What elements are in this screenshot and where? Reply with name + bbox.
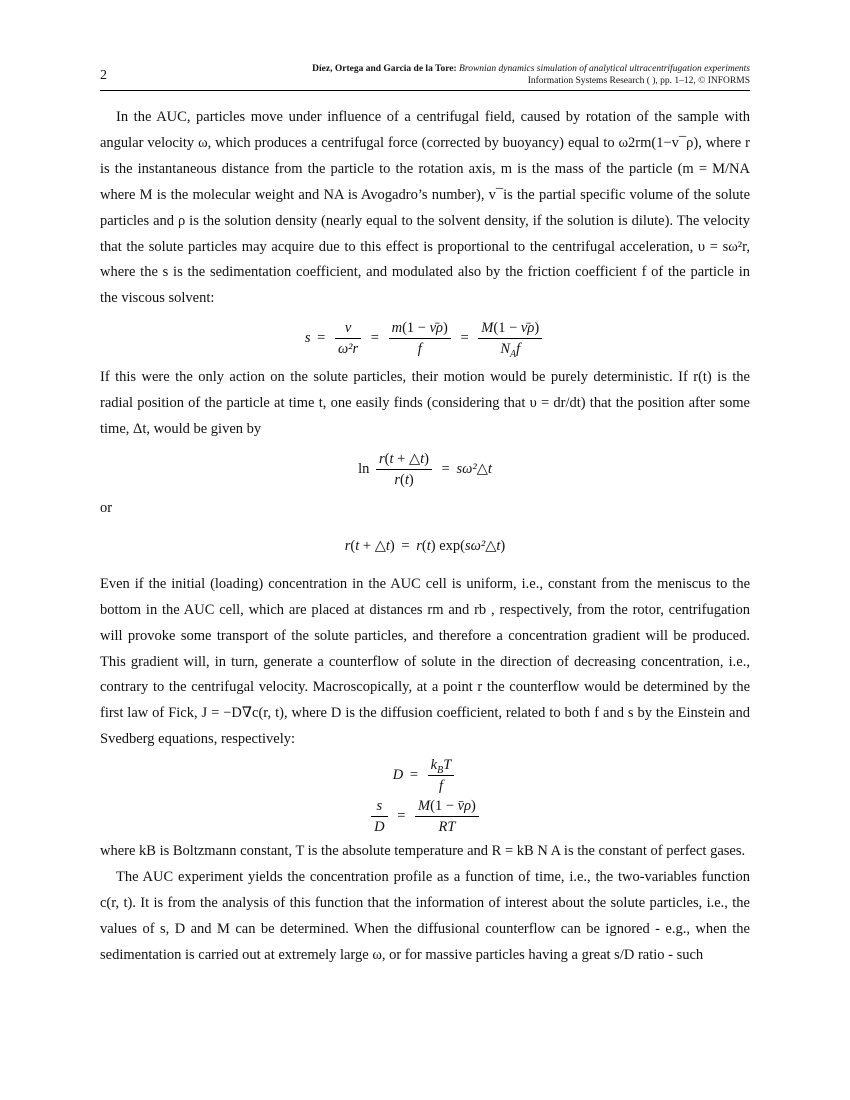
equation-einstein: D = $\frac{k_BT}{f}$ — [100, 755, 750, 796]
equation-log: ln $\frac{r(t + \triangle t)}{r(t)}$ = sω²△t — [358, 450, 492, 488]
paper-page — [100, 60, 750, 969]
equation-sedimentation: s = $\frac{\nu}{\text{ω²r}}$ = $\frac{m(1 - \nū\rho)}{f}$ = $\frac{M(1 - \nū\rho)}{N_Af}$ — [100, 318, 750, 359]
paragraph-or: or — [100, 499, 113, 516]
paragraph-1: In the AUC, particles move under influence of a centrifugal field, caused by rotation of the sample with angular velocity ω, which produces a centrifugal force (corrected by buoyancy) equal to ω2rm(1−v¯ρ), where r is the instantaneous distance from the particle to the rotation axis, m is the mass of the particle (m = M/NA where M is the molecular weight and NA is Avogadro’s number), v¯is the partial specific volume of the solute particles and ρ is the solution density (nearly equal to the solvent density, if the solution is dilute). The velocity that the solute particles may acquire due to this effect is proportional to the centrifugal acceleration, υ = sω²r, where the s is the sedimentation coefficient, and modulated also by the friction coefficient f of the particle in the viscous solvent: — [100, 109, 750, 307]
paragraph-4: where kB is Boltzmann constant, T is the absolute temperature and R = kB N A is the constant of perfect gases. — [100, 843, 746, 860]
running-journal: Information Systems Research ( ), pp. 1–12, © INFORMS — [527, 76, 750, 86]
equation-svedberg: $\frac{s}{D}$ = $\frac{M(1 - v̄\rho)}{RT}$ — [100, 796, 750, 837]
running-authors: Díez, Ortega and Garcia de la Tore: — [312, 64, 457, 74]
running-title: Brownian dynamics simulation of analytical ultracentrifugation experiments — [459, 64, 750, 74]
paragraph-3: Even if the initial (loading) concentration in the AUC cell is uniform, i.e., constant from the meniscus to the bottom in the AUC cell, which are placed at distances rm and rb , respectively, from the rotor, centrifugation will provoke some transport of the solute particles, and therefore a concentration gradient will be produced. This gradient will, in turn, generate a counterflow of solute in the direction of decreasing concentration, i.e., contrary to the centrifugal velocity. Macroscopically, at a point r the counterflow would be determined by the first law of Fick, J = −D∇c(r, t), where D is the diffusion coefficient, related to both f and s by the Einstein and Svedberg equations, respectively: — [100, 575, 750, 748]
page-number: 2 — [100, 68, 107, 83]
paragraph-2: If this were the only action on the solute particles, their motion would be purely deterministic. If r(t) is the radial position of the particle at time t, one easily finds (considering that υ = dr/dt) that the position after some time, Δt, would be given by — [100, 369, 750, 438]
page-header — [100, 60, 750, 91]
body-text — [100, 105, 750, 969]
running-head — [312, 63, 750, 87]
paragraph-5: The AUC experiment yields the concentration profile as a function of time, i.e., the two-variables function c(r, t). It is from the analysis of this function that the information of interest about the solute particles, i.e., the values of s, D and M can be determined. When the diffusional counterflow can be ignored - e.g., when the sedimentation is carried out at extremely large ω, or for massive particles having a great s/D ratio - such — [100, 869, 750, 963]
equation-exp: r(t + △t) = r(t) exp(sω²△t) — [344, 537, 506, 554]
